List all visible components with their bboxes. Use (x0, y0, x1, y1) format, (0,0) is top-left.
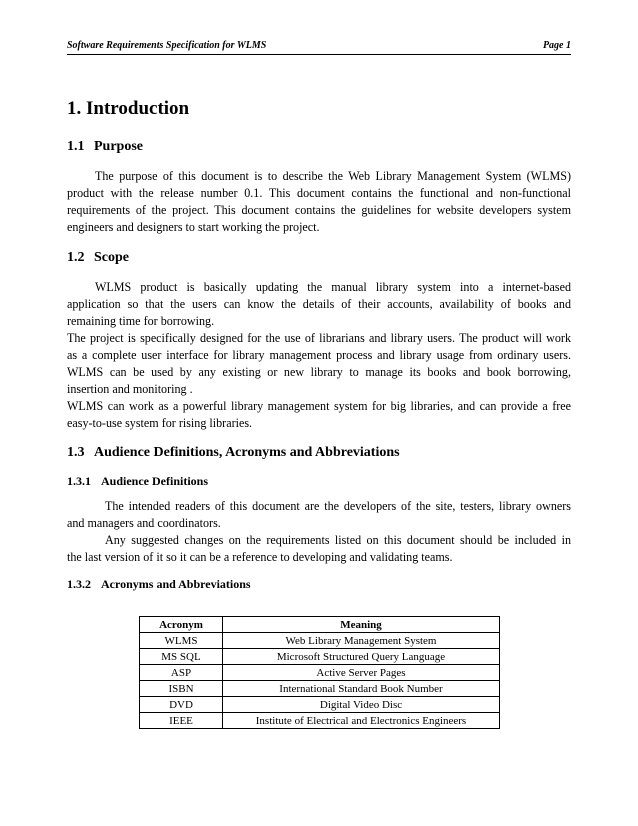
text-line: WLMS can be used by any existing or new library to manage its books and book borrowing, (67, 365, 571, 379)
table-row (140, 649, 500, 665)
text-line: engineers and designers to start working the project. (67, 220, 320, 234)
table-row (140, 665, 500, 681)
subsection-title: Scope (94, 250, 129, 265)
acronyms-table (139, 616, 500, 729)
text-line: Any suggested changes on the requirements listed on this document should be included in (105, 533, 571, 547)
acronym-cell: IEEE (140, 713, 223, 729)
section-heading-introduction: 1. Introduction (67, 98, 190, 119)
purpose-paragraph (67, 168, 571, 236)
subsection-title: Audience Definitions, Acronyms and Abbreviations (94, 445, 400, 460)
table-row (140, 713, 500, 729)
subsection-number: 1.1 (67, 139, 85, 154)
meaning-cell: International Standard Book Number (223, 681, 500, 697)
subsection-number: 1.2 (67, 250, 85, 265)
text-line: insertion and monitoring . (67, 382, 193, 396)
audience-paragraph (67, 498, 571, 566)
text-line: application so that the users can know the details of their accounts, availability of books and (67, 297, 571, 311)
subsection-heading-purpose (67, 139, 143, 155)
subsubsection-heading-audience (67, 474, 208, 489)
subsection-heading-audience-acronyms (67, 445, 400, 461)
table-row (140, 697, 500, 713)
acronym-cell: ISBN (140, 681, 223, 697)
acronym-cell: DVD (140, 697, 223, 713)
subsubsection-heading-acronyms (67, 577, 251, 592)
acronym-cell: MS SQL (140, 649, 223, 665)
subsubsection-title: Audience Definitions (101, 474, 209, 488)
scope-paragraph (67, 279, 571, 432)
text-line: requirements of the project. This document contains the guidelines for website developers system (67, 203, 571, 217)
subsection-title: Purpose (94, 139, 143, 154)
text-line: easy-to-use system for rising libraries. (67, 416, 253, 430)
table-row (140, 633, 500, 649)
text-line: product with the release number 0.1. This document contains the functional and non-functional (67, 186, 571, 200)
text-line: The project is specifically designed for the use of librarians and library users. The product will work (67, 331, 571, 345)
page-number: Page 1 (542, 40, 571, 51)
meaning-cell: Microsoft Structured Query Language (223, 649, 500, 665)
column-header-meaning: Meaning (223, 617, 500, 633)
acronym-cell: ASP (140, 665, 223, 681)
text-line: The intended readers of this document are the developers of the site, testers, library owners (105, 499, 571, 513)
text-line: as a complete user interface for library management process and library usage from ordinary users. (67, 348, 571, 362)
subsection-number: 1.3 (67, 445, 85, 460)
text-line: WLMS can work as a powerful library management system for big libraries, and can provide a free (67, 399, 571, 413)
subsubsection-number: 1.3.1 (67, 474, 91, 488)
running-header (67, 40, 571, 55)
table-row (140, 681, 500, 697)
table-header-row (140, 617, 500, 633)
column-header-acronym: Acronym (140, 617, 223, 633)
meaning-cell: Active Server Pages (223, 665, 500, 681)
text-line: remaining time for borrowing. (67, 314, 215, 328)
subsubsection-title: Acronyms and Abbreviations (101, 577, 251, 591)
meaning-cell: Digital Video Disc (223, 697, 500, 713)
document-title: Software Requirements Specification for WLMS (67, 40, 267, 51)
subsection-heading-scope (67, 250, 129, 266)
text-line: the last version of it so it can be a reference to developing and validating teams. (67, 550, 453, 564)
meaning-cell: Institute of Electrical and Electronics Engineers (223, 713, 500, 729)
text-line: WLMS product is basically updating the manual library system into a internet-based (95, 280, 571, 294)
meaning-cell: Web Library Management System (223, 633, 500, 649)
text-line: and managers and coordinators. (67, 516, 221, 530)
acronym-cell: WLMS (140, 633, 223, 649)
text-line: The purpose of this document is to describe the Web Library Management System (WLMS) (95, 169, 571, 183)
subsubsection-number: 1.3.2 (67, 577, 91, 591)
